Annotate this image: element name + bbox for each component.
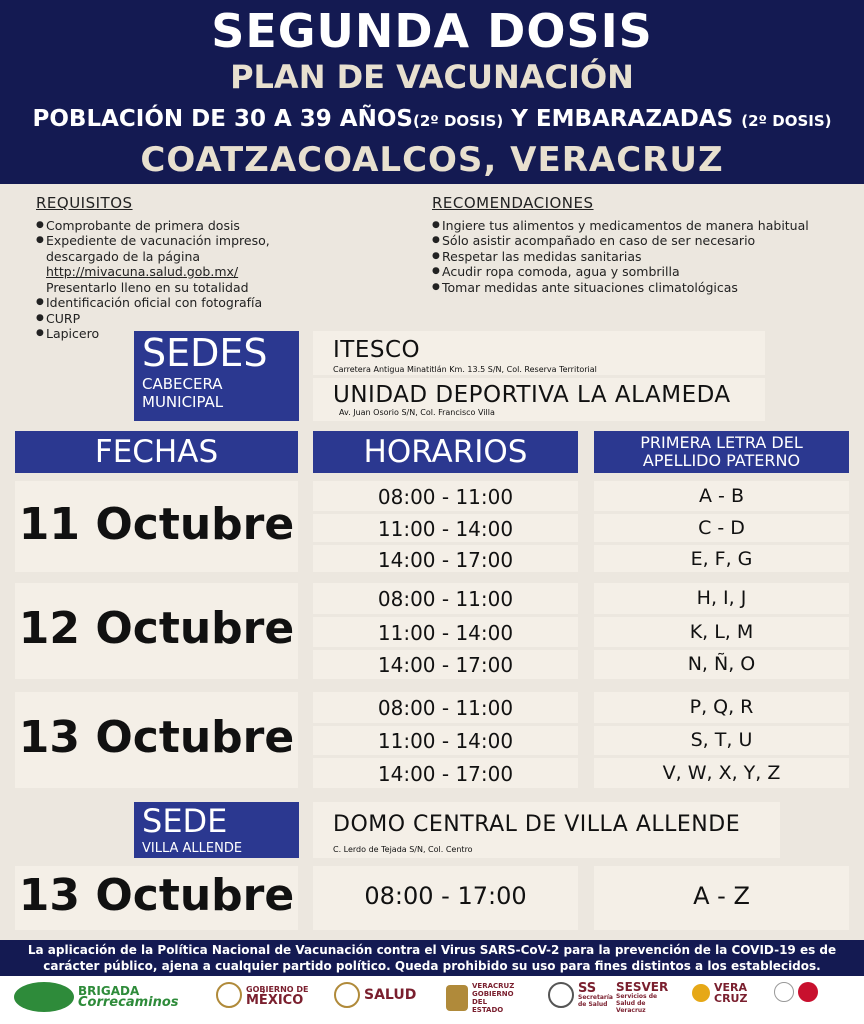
ribbon-icon	[798, 982, 818, 1002]
list-item: ● Tomar medidas ante situaciones climatológicas	[432, 280, 832, 296]
correcaminos-text: Correcaminos	[78, 995, 179, 1010]
mexico-text: MÉXICO	[246, 993, 304, 1008]
page-subtitle: PLAN DE VACUNACIÓN	[230, 58, 634, 96]
date-label: 13 Octubre	[18, 870, 295, 921]
recomendaciones-list	[432, 218, 832, 296]
list-item: ● Lapicero	[36, 326, 396, 342]
time-slot: 14:00 - 17:00	[377, 653, 514, 677]
bird-icon	[14, 982, 74, 1012]
list-item: Presentarlo lleno en su totalidad	[46, 279, 249, 295]
table-row	[594, 481, 849, 511]
site-name: ITESCO	[333, 337, 421, 363]
gobierno-text: GOBIERNO DE	[246, 985, 309, 994]
table-row	[313, 617, 578, 647]
list-item: descargado de la página http://mivacuna.salud.gob.mx/	[46, 248, 239, 279]
table-row	[313, 692, 578, 723]
city-title: COATZACOALCOS, VERACRUZ	[140, 140, 724, 180]
header-letra: PRIMERA LETRA DEL APELLIDO PATERNO	[594, 431, 849, 473]
sede-villa-box	[134, 802, 299, 858]
table-row	[594, 866, 849, 930]
ss-sub-text: Secretaría de Salud	[578, 993, 613, 1008]
list-item: ● Ingiere tus alimentos y medicamentos de manera habitual	[432, 218, 832, 234]
list-item: ● CURP	[36, 311, 396, 327]
requisitos-list	[36, 218, 396, 342]
letters: E, F, G	[690, 548, 753, 570]
page-title: SEGUNDA DOSIS	[211, 4, 653, 58]
list-item: ● Expediente de vacunación impreso,	[36, 233, 396, 249]
table-row	[313, 583, 578, 614]
table-row	[313, 650, 578, 679]
eagle-seal-icon	[334, 982, 360, 1008]
sedes-box	[134, 331, 299, 421]
site-itesco	[313, 331, 765, 375]
recomendaciones-section	[432, 196, 832, 295]
table-row	[313, 481, 578, 511]
sesver-text: SESVER	[616, 980, 669, 994]
list-item: ● Acudir ropa comoda, agua y sombrilla	[432, 264, 832, 280]
letters: S, T, U	[690, 729, 753, 751]
flower-icon	[692, 984, 710, 1002]
veracruz-text: VERA CRUZ	[714, 981, 748, 1005]
date-cell	[15, 583, 298, 679]
table-row	[594, 617, 849, 647]
site-name: DOMO CENTRAL DE VILLA ALLENDE	[333, 812, 741, 837]
time-slot: 11:00 - 14:00	[377, 517, 514, 541]
header-fechas: FECHAS	[15, 431, 298, 473]
date-cell	[15, 692, 298, 788]
table-row	[313, 866, 578, 930]
list-item: ● Respetar las medidas sanitarias	[432, 249, 832, 265]
population-b: Y EMBARAZADAS	[503, 106, 742, 132]
date-label: 11 Octubre	[18, 499, 295, 550]
sesver-sub-text: Servicios de Salud de Veracruz	[616, 993, 658, 1014]
table-row	[594, 583, 849, 614]
brigada-text: BRIGADA	[78, 984, 140, 998]
veracruz-logo	[692, 982, 754, 1004]
table-row	[313, 758, 578, 788]
letters: H, I, J	[696, 587, 747, 609]
letters: V, W, X, Y, Z	[662, 762, 781, 784]
requisitos-section	[36, 196, 396, 342]
letters: P, Q, R	[689, 696, 754, 718]
site-name: UNIDAD DEPORTIVA LA ALAMEDA	[333, 382, 731, 408]
sedes-subtitle: CABECERA MUNICIPAL	[142, 375, 224, 411]
logos-bar	[0, 976, 864, 1024]
brigada-logo	[14, 982, 179, 1012]
seal-logo	[774, 982, 822, 1002]
salud-logo	[334, 982, 416, 1008]
emblem-icon	[548, 982, 574, 1008]
site-address: C. Lerdo de Tejada S/N, Col. Centro	[333, 845, 473, 854]
table-row	[594, 545, 849, 572]
site-address: Carretera Antigua Minatitlán Km. 13.5 S/N, Col. Reserva Territorial	[333, 365, 597, 374]
letters: A - B	[699, 485, 744, 507]
table-row	[313, 545, 578, 572]
requisitos-title: REQUISITOS	[36, 194, 133, 212]
ss-logo	[548, 982, 618, 1008]
sede-subtitle: VILLA ALLENDE	[142, 841, 243, 856]
date-cell	[15, 866, 298, 930]
vaccine-link[interactable]: http://mivacuna.salud.gob.mx/	[46, 264, 239, 279]
letters: A - Z	[693, 882, 750, 910]
list-item: ● Comprobante de primera dosis	[36, 218, 396, 234]
veracruz-gob-text: VERACRUZ GOBIERNO DEL ESTADO	[472, 982, 515, 1014]
eagle-seal-icon	[216, 982, 242, 1008]
letters: C - D	[698, 517, 745, 539]
time-slot: 14:00 - 17:00	[377, 762, 514, 786]
table-row	[594, 758, 849, 788]
gobierno-logo	[216, 982, 308, 1008]
time-slot: 11:00 - 14:00	[377, 729, 514, 753]
table-row	[594, 726, 849, 755]
time-slot: 08:00 - 17:00	[364, 882, 527, 910]
time-slot: 11:00 - 14:00	[377, 621, 514, 645]
date-cell	[15, 481, 298, 572]
ss-text: SS	[578, 980, 597, 996]
header-banner	[0, 0, 864, 184]
site-alameda	[313, 378, 765, 421]
letters: N, Ñ, O	[687, 653, 756, 675]
table-row	[594, 514, 849, 542]
time-slot: 08:00 - 11:00	[377, 696, 514, 720]
site-address: Av. Juan Osorio S/N, Col. Francisco Villa	[339, 408, 495, 417]
dose-a: (2º DOSIS)	[412, 112, 504, 130]
header-horarios: HORARIOS	[313, 431, 578, 473]
letters: K, L, M	[689, 621, 754, 643]
veracruz-gob-logo	[446, 982, 516, 1014]
salud-text: SALUD	[364, 986, 417, 1003]
date-label: 13 Octubre	[18, 712, 295, 763]
sede-title: SEDE	[142, 802, 228, 840]
sedes-title: SEDES	[142, 331, 268, 375]
shield-icon	[446, 985, 468, 1011]
table-row	[313, 514, 578, 542]
table-row	[594, 692, 849, 723]
table-row	[313, 726, 578, 755]
footer-disclaimer: La aplicación de la Política Nacional de Vacunación contra el Virus SARS-CoV-2 para la prevención de la COVID-19 es de carácter público, ajena a cualquier partido político. Queda prohibido su uso para fines distintos a los establecidos.	[0, 940, 864, 976]
site-villa-allende	[313, 802, 780, 858]
population-line	[0, 106, 864, 132]
dose-b: (2º DOSIS)	[741, 112, 832, 130]
population-a: POBLACIÓN DE 30 A 39 AÑOS	[32, 106, 413, 132]
recomendaciones-title: RECOMENDACIONES	[432, 194, 594, 212]
time-slot: 08:00 - 11:00	[377, 485, 514, 509]
table-row	[594, 650, 849, 679]
list-item: ● Sólo asistir acompañado en caso de ser necesario	[432, 233, 832, 249]
time-slot: 14:00 - 17:00	[377, 548, 514, 572]
sesver-logo	[616, 982, 674, 1014]
time-slot: 08:00 - 11:00	[377, 587, 514, 611]
date-label: 12 Octubre	[18, 603, 295, 654]
list-item: ● Identificación oficial con fotografía	[36, 295, 396, 311]
seal-icon	[774, 982, 794, 1002]
